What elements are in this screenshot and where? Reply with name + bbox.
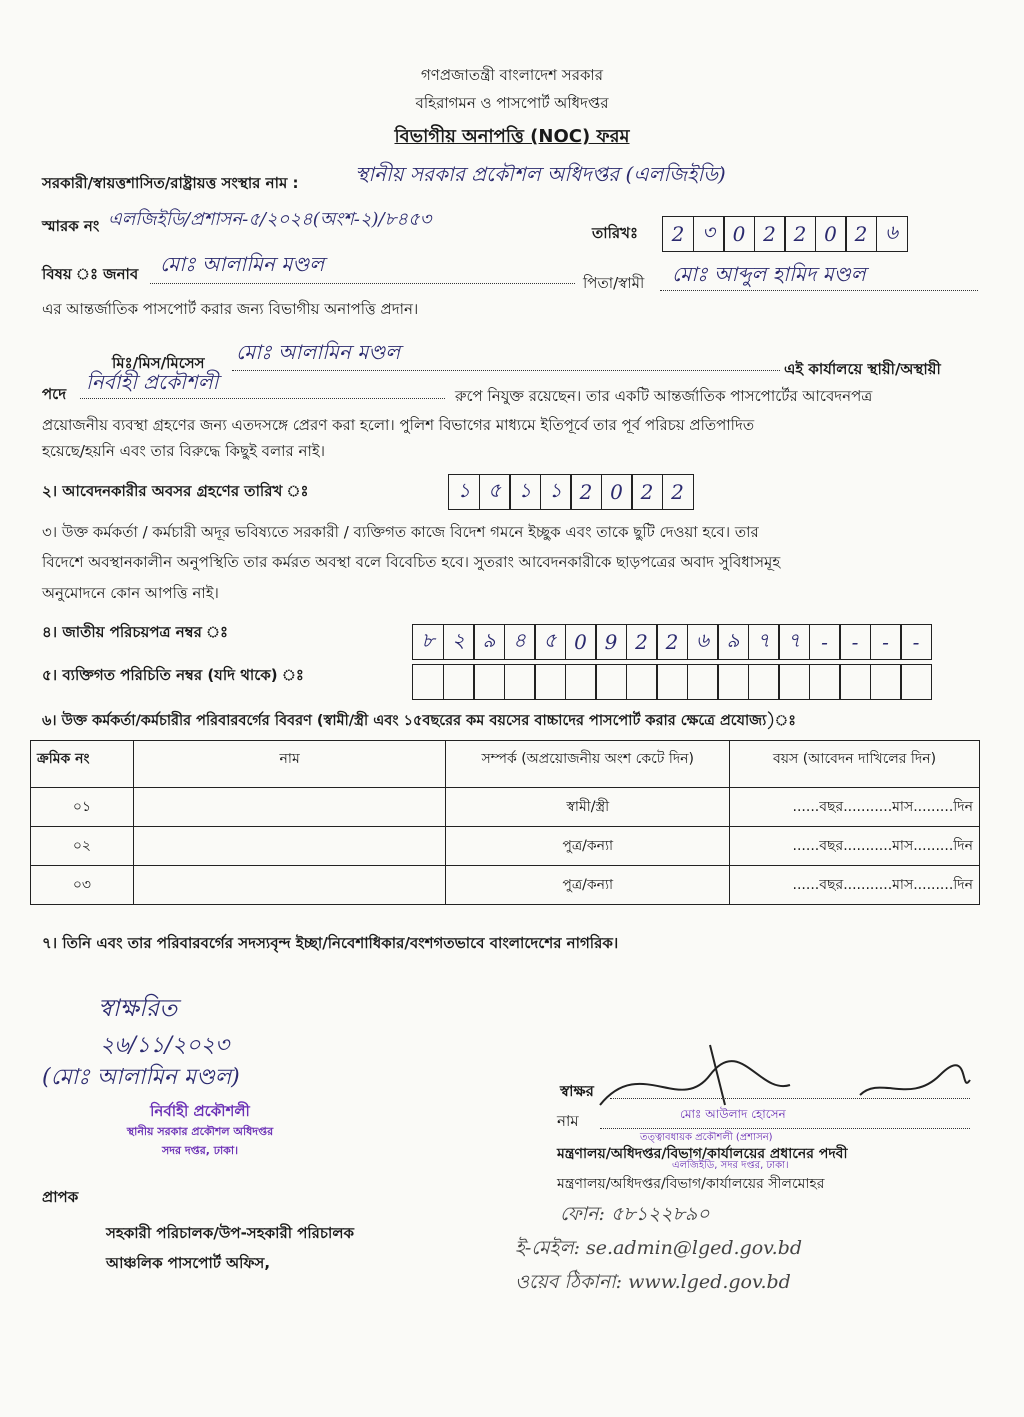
recipient-label: প্রাপক — [42, 1188, 79, 1206]
row-age: ......বছর...........মাস.........দিন — [730, 788, 980, 827]
date-digit-box: 0 — [723, 216, 755, 252]
table-header-row — [31, 741, 980, 788]
pin-digit-box — [534, 664, 566, 700]
pin-boxes — [412, 664, 931, 700]
para1-line3: প্রয়োজনীয় ব্যবস্থা গ্রহণের জন্য এতদসঙ্গে প্রেরণ করা হলো। পুলিশ বিভাগের মাধ্যমে ইতিপূর্বে তার পূর্ব পরিচয় প্রতিপাদিত — [42, 416, 755, 434]
retire-date-boxes — [448, 474, 692, 510]
date-digit-box: 2 — [845, 216, 877, 252]
item3-line1: ৩। উক্ত কর্মকর্তা / কর্মচারী অদূর ভবিষ্যতে সরকারী / ব্যক্তিগত কাজে বিদেশ গমনে ইচ্ছুক এবং তাকে ছুটি দেওয়া হবে। তার — [42, 523, 759, 541]
org-label: সরকারী/স্বায়ত্তশাসিত/রাষ্ট্রায়ত্ত সংস্থার নাম : — [42, 174, 299, 192]
sig-label: স্বাক্ষর — [560, 1082, 594, 1100]
name-stamp: মোঃ আউলাদ হোসেন — [680, 1107, 786, 1121]
retire-digit-box: 0 — [601, 474, 633, 510]
nid-digit-box: - — [809, 624, 841, 660]
pin-digit-box — [443, 664, 475, 700]
post-label: পদে — [42, 385, 67, 403]
post-value: নির্বাহী প্রকৌশলী — [86, 370, 219, 394]
office-stamp: এলজিইডি, সদর দপ্তর, ঢাকা। — [672, 1160, 789, 1171]
pin-digit-box — [626, 664, 658, 700]
contact-email: ই-মেইল: se.admin@lged.gov.bd — [515, 1237, 803, 1259]
row-relation: পুত্র/কন্যা — [446, 866, 730, 905]
date-digit-box: ৬ — [876, 216, 908, 252]
retire-digit-box: 2 — [631, 474, 663, 510]
ref-value: এলজিইডি/প্রশাসন-৫/২০২৪(অংশ-২)/৮৪৫৩ — [108, 209, 432, 230]
col-serial: ক্রমিক নং — [31, 741, 134, 788]
para1-rest: রুপে নিযুক্ত রয়েছেন। তার একটি আন্তর্জাতিক পাসপোর্টের আবেদনপত্র — [455, 387, 873, 405]
family-label: ৬। উক্ত কর্মকর্তা/কর্মচারীর পরিবারবর্গের বিবরণ (স্বামী/স্ত্রী এবং ১৫বছরের কম বয়সের বাচ্চাদের পাসপোর্ট করার ক্ষেত্রে প্রযোজ্য)ঃ — [42, 713, 796, 729]
date-digit-box: 2 — [784, 216, 816, 252]
retire-digit-box: 2 — [570, 474, 602, 510]
recipient-line2: আঞ্চলিক পাসপোর্ট অফিস, — [106, 1254, 271, 1272]
nid-digit-box: 9 — [595, 624, 627, 660]
father-name: মোঃ আব্দুল হামিদ মণ্ডল — [672, 262, 866, 286]
nid-digit-box: - — [900, 624, 932, 660]
row-age: ......বছর...........মাস.........দিন — [730, 866, 980, 905]
father-dotline — [660, 290, 978, 291]
family-table — [30, 740, 980, 905]
row-name — [133, 788, 446, 827]
nid-label: ৪। জাতীয় পরিচয়পত্র নম্বর ঃ — [42, 623, 229, 641]
pin-digit-box — [839, 664, 871, 700]
pin-digit-box — [412, 664, 444, 700]
mr-value: মোঃ আলামিন মণ্ডল — [236, 340, 401, 364]
office-status: এই কার্যালয়ে স্থায়ী/অস্থায়ী — [784, 360, 941, 378]
desig-stamp: তত্ত্বাবধায়ক প্রকৌশলী (প্রশাসন) — [640, 1132, 773, 1143]
seal-label: মন্ত্রণালয়/অধিদপ্তর/বিভাগ/কার্যালয়ের সীলমোহর — [557, 1176, 825, 1192]
nid-digit-box: - — [870, 624, 902, 660]
nid-digit-box: ৪ — [504, 624, 536, 660]
date-digit-box: 2 — [754, 216, 786, 252]
nid-digit-box: ৬ — [687, 624, 719, 660]
contact-phone: ফোন: ৫৮১২২৮৯০ — [560, 1203, 710, 1225]
nid-boxes — [412, 624, 931, 660]
nid-digit-box: ৯ — [473, 624, 505, 660]
pin-digit-box — [748, 664, 780, 700]
nid-digit-box: ২ — [443, 624, 475, 660]
retire-label: ২। আবেদনকারীর অবসর গ্রহণের তারিখ ঃ — [42, 482, 309, 500]
pin-digit-box — [870, 664, 902, 700]
recipient-line1: সহকারী পরিচালক/উপ-সহকারী পরিচালক — [106, 1224, 355, 1242]
col-age: বয়স (আবেদন দাখিলের দিন) — [730, 741, 980, 788]
nid-digit-box: ৫ — [534, 624, 566, 660]
mr-label: মিঃ/মিস/মিসেস — [112, 354, 205, 372]
para1-line4: হয়েছে/হয়নি এবং তার বিরুদ্ধে কিছুই বলার নাই। — [42, 442, 326, 460]
contact-web: ওয়েব ঠিকানা: www.lged.gov.bd — [515, 1271, 791, 1293]
pin-digit-box — [717, 664, 749, 700]
pin-digit-box — [900, 664, 932, 700]
nid-digit-box: ৯ — [717, 624, 749, 660]
retire-digit-box: 2 — [662, 474, 694, 510]
stamp-location: সদর দপ্তর, ঢাকা। — [161, 1144, 239, 1157]
nid-digit-box: 2 — [626, 624, 658, 660]
left-sig-date: ২৬/১১/২০২৩ — [100, 1033, 230, 1058]
date-digit-box: ৩ — [693, 216, 725, 252]
col-name: নাম — [133, 741, 446, 788]
row-relation: স্বামী/স্ত্রী — [446, 788, 730, 827]
sig-dotline — [610, 1098, 970, 1099]
nid-digit-box: - — [839, 624, 871, 660]
subject-label: বিষয় ঃ জনাব — [42, 265, 139, 283]
date-digit-box: 0 — [815, 216, 847, 252]
subject-dotline — [150, 283, 575, 284]
left-sig-name: (মোঃ আলামিন মণ্ডল) — [42, 1065, 240, 1090]
retire-digit-box: ৫ — [479, 474, 511, 510]
table-row — [31, 788, 980, 827]
post-dotline — [80, 398, 445, 399]
stamp-designation: নির্বাহী প্রকৌশলী — [150, 1102, 250, 1120]
pin-digit-box — [778, 664, 810, 700]
header-department: বহিরাগমন ও পাসপোর্ট অধিদপ্তর — [415, 94, 609, 112]
table-row — [31, 827, 980, 866]
citizenship-statement: ৭। তিনি এবং তার পরিবারবর্গের সদস্যবৃন্দ ইচ্ছা/নিবেশাধিকার/বংশগতভাবে বাংলাদেশের নাগরিক। — [42, 934, 619, 952]
nid-digit-box: 2 — [656, 624, 688, 660]
pin-digit-box — [809, 664, 841, 700]
pin-digit-box — [473, 664, 505, 700]
nid-digit-box: ৭ — [748, 624, 780, 660]
pin-label: ৫। ব্যক্তিগত পরিচিতি নম্বর (যদি থাকে) ঃ — [42, 666, 304, 684]
mr-dotline — [232, 370, 780, 371]
desig-label: মন্ত্রণালয়/অধিদপ্তর/বিভাগ/কার্যালয়ের প্রধানের পদবী — [557, 1146, 848, 1162]
retire-digit-box: ১ — [509, 474, 541, 510]
date-digit-box: 2 — [662, 216, 694, 252]
nid-digit-box: ৮ — [412, 624, 444, 660]
pin-digit-box — [656, 664, 688, 700]
row-serial: ০৩ — [31, 866, 134, 905]
ref-date-boxes — [662, 216, 906, 252]
subject-line2: এর আন্তর্জাতিক পাসপোর্ট করার জন্য বিভাগীয় অনাপত্তি প্রদান। — [42, 300, 419, 318]
pin-digit-box — [565, 664, 597, 700]
subject-name: মোঃ আলামিন মণ্ডল — [160, 252, 325, 276]
stamp-office: স্থানীয় সরকার প্রকৌশল অধিদপ্তর — [126, 1125, 274, 1138]
left-signature: স্বাক্ষরিত — [98, 994, 178, 1022]
item3-line3: অনুমোদনে কোন আপত্তি নাই। — [42, 584, 219, 602]
date-label: তারিখঃ — [592, 224, 638, 242]
nid-digit-box: 0 — [565, 624, 597, 660]
nid-digit-box: ৭ — [778, 624, 810, 660]
row-age: ......বছর...........মাস.........দিন — [730, 827, 980, 866]
row-serial: ০১ — [31, 788, 134, 827]
pin-digit-box — [687, 664, 719, 700]
retire-digit-box: ১ — [540, 474, 572, 510]
retire-digit-box: ১ — [448, 474, 480, 510]
row-name — [133, 866, 446, 905]
pin-digit-box — [504, 664, 536, 700]
form-title: বিভাগীয় অনাপত্তি (NOC) ফরম — [394, 126, 630, 147]
table-row — [31, 866, 980, 905]
header-government: গণপ্রজাতন্ত্রী বাংলাদেশ সরকার — [420, 66, 604, 84]
row-relation: পুত্র/কন্যা — [446, 827, 730, 866]
col-relation: সম্পর্ক (অপ্রয়োজনীয় অংশ কেটে দিন) — [446, 741, 730, 788]
item3-line2: বিদেশে অবস্থানকালীন অনুপস্থিতি তার কর্মরত অবস্থা বলে বিবেচিত হবে। সুতরাং আবেদনকারীকে ছাড়পত্রের অবাদ সুবিধাসমূহ — [42, 553, 781, 571]
name-label: নাম — [557, 1112, 579, 1130]
ref-label: স্মারক নং — [42, 217, 100, 235]
father-label: পিতা/স্বামী — [583, 274, 645, 292]
row-serial: ০২ — [31, 827, 134, 866]
name-dotline — [600, 1128, 970, 1129]
org-value: স্থানীয় সরকার প্রকৌশল অধিদপ্তর (এলজিইডি) — [355, 162, 726, 186]
pin-digit-box — [595, 664, 627, 700]
row-name — [133, 827, 446, 866]
